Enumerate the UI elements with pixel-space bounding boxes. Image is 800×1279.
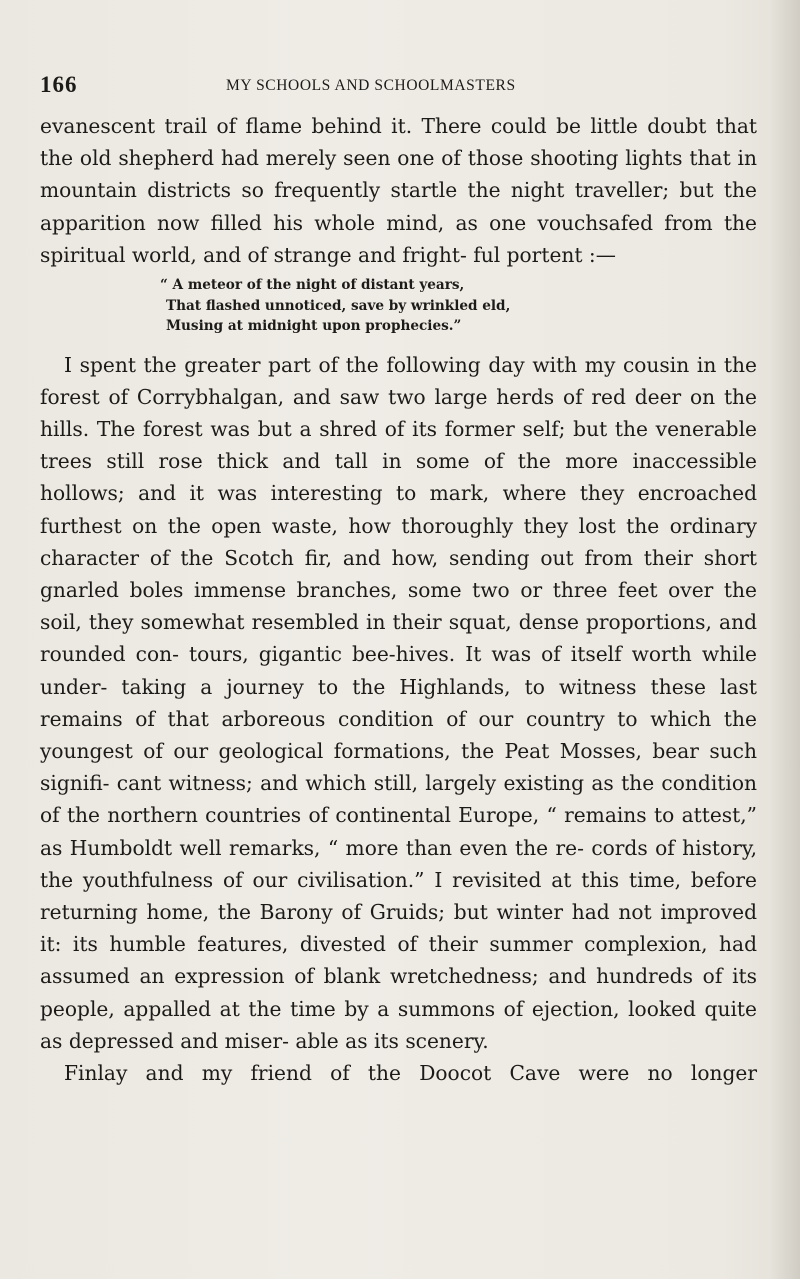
page-header [40,72,750,102]
body-text [40,110,757,1089]
paragraph-3: Finlay and my friend of the Doocot Cave were no longer [64,1060,757,1085]
verse-quotation [160,275,586,337]
paragraph-2: I spent the greater part of the following day with my cousin in the forest of Corrybhalgan, and saw two large herds of red deer on the hills. The forest was but a shred of its former self; but the venerable trees still rose thick and tall in some of the more inaccessible hollows; and it was interesting to mark, where they encroached furthest on the open waste, how thoroughly they lost the ordinary character of the Scotch fir, and how, sending out from their short gnarled boles immense branches, some two or three feet over the soil, they somewhat resembled in their squat, dense proportions, and rounded con- tours, gigantic bee-hives. It was of itself worth while under- taking a journey to the Highlands, to witness these last remains of that arboreous condition of our country to which the youngest of our geological formations, the Peat Mosses, bear such signifi- cant witness; and which still, largely existing as the condition of the northern countries of continental Europe, “ remains to attest,” as Humboldt well remarks, “ more than even the re- cords of history, the youthfulness of our civilisation.” I revisited at this time, before returning home, the Barony of Gruids; but winter had not improved it: its humble features, divested of their summer complexion, had assumed an expression of blank wretchedness; and hundreds of its people, appalled at the time by a summons of ejection, looked quite as depressed and miser- able as its scenery. [40,352,757,1053]
running-title: MY SCHOOLS AND SCHOOLMASTERS [226,77,516,94]
page-edge-shadow [770,0,800,1279]
quote-line-3: Musing at midnight upon prophecies.” [166,318,462,335]
quote-line-1: “ A meteor of the night of distant years, [160,277,465,294]
quote-line-2: That flashed unnoticed, save by wrinkled eld, [166,297,511,314]
paragraph-1: evanescent trail of flame behind it. There could be little doubt that the old shepherd had merely seen one of those shooting lights that in mountain districts so frequently startle the night traveller; but the apparition now filled his whole mind, as one vouchsafed from the spiritual world, and of strange and fright- ful portent :— [40,114,757,267]
page-number: 166 [40,72,78,97]
